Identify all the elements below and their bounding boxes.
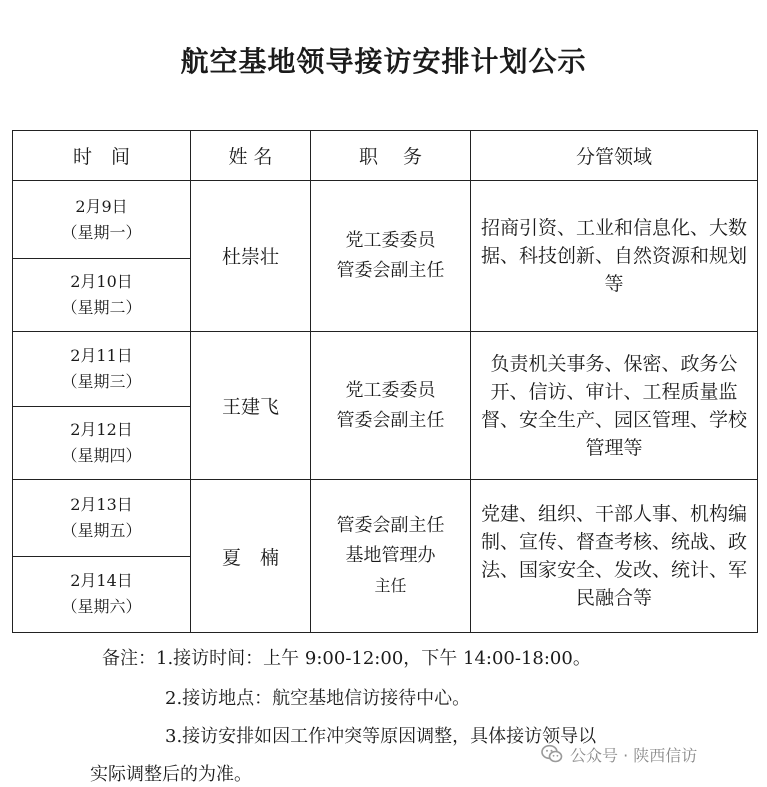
date-cell bbox=[13, 407, 191, 480]
duties-cell: 招商引资、工业和信息化、大数据、科技创新、自然资源和规划等 bbox=[471, 181, 758, 332]
note-time: 备注：1.接访时间：上午 9:00-12:00，下午 14:00-18:00。 bbox=[102, 648, 591, 669]
position-cell bbox=[311, 480, 471, 633]
note-adjust: 3.接访安排如因工作冲突等原因调整，具体接访领导以 bbox=[165, 726, 597, 747]
position-line: 管委会副主任 bbox=[336, 259, 445, 281]
position-line: 党工委委员 bbox=[345, 379, 436, 401]
position-line: 主任 bbox=[374, 576, 407, 596]
date-cell bbox=[13, 556, 191, 632]
weekday-text: （星期四） bbox=[61, 446, 142, 466]
date-cell bbox=[13, 480, 191, 556]
table-header-row bbox=[13, 131, 758, 181]
date-text: 2月11日 bbox=[70, 345, 133, 365]
weekday-text: （星期六） bbox=[61, 597, 142, 617]
weekday-text: （星期三） bbox=[61, 371, 142, 391]
note-location: 2.接访地点：航空基地信访接待中心。 bbox=[165, 688, 471, 709]
position-cell bbox=[311, 331, 471, 480]
page-title: 航空基地领导接访安排计划公示 bbox=[180, 45, 587, 78]
date-text: 2月12日 bbox=[70, 420, 133, 440]
position-line: 党工委委员 bbox=[345, 229, 436, 251]
watermark-text: 公众号 · 陕西信访 bbox=[570, 745, 698, 765]
wechat-icon bbox=[540, 742, 564, 766]
leader-name: 夏 楠 bbox=[191, 480, 311, 633]
schedule-table bbox=[12, 130, 758, 633]
leader-name: 王建飞 bbox=[191, 331, 311, 480]
table-row bbox=[13, 331, 758, 406]
date-cell bbox=[13, 259, 191, 331]
header-name: 姓 名 bbox=[191, 131, 311, 181]
duties-cell: 负责机关事务、保密、政务公开、信访、审计、工程质量监督、安全生产、园区管理、学校管理等 bbox=[471, 331, 758, 480]
leader-name: 杜崇壮 bbox=[191, 181, 311, 332]
position-cell bbox=[311, 181, 471, 332]
date-text: 2月14日 bbox=[70, 571, 133, 591]
duties-cell: 党建、组织、干部人事、机构编制、宣传、督查考核、统战、政法、国家安全、发改、统计、军民融合等 bbox=[471, 480, 758, 633]
note-adjust-cont: 实际调整后的为准。 bbox=[90, 764, 252, 785]
weekday-text: （星期五） bbox=[61, 520, 142, 540]
date-cell bbox=[13, 331, 191, 406]
header-position: 职 务 bbox=[311, 131, 471, 181]
watermark bbox=[540, 742, 697, 766]
table-row bbox=[13, 181, 758, 259]
date-cell bbox=[13, 181, 191, 259]
position-line: 管委会副主任 bbox=[336, 409, 445, 431]
date-text: 2月13日 bbox=[70, 494, 133, 514]
weekday-text: （星期一） bbox=[61, 222, 142, 242]
table-row bbox=[13, 480, 758, 556]
weekday-text: （星期二） bbox=[61, 298, 142, 318]
date-text: 2月9日 bbox=[75, 196, 128, 216]
position-line: 管委会副主任 bbox=[336, 515, 445, 537]
date-text: 2月10日 bbox=[70, 272, 133, 292]
header-duties: 分管领域 bbox=[471, 131, 758, 181]
header-time: 时 间 bbox=[13, 131, 191, 181]
position-line: 基地管理办 bbox=[345, 545, 436, 567]
